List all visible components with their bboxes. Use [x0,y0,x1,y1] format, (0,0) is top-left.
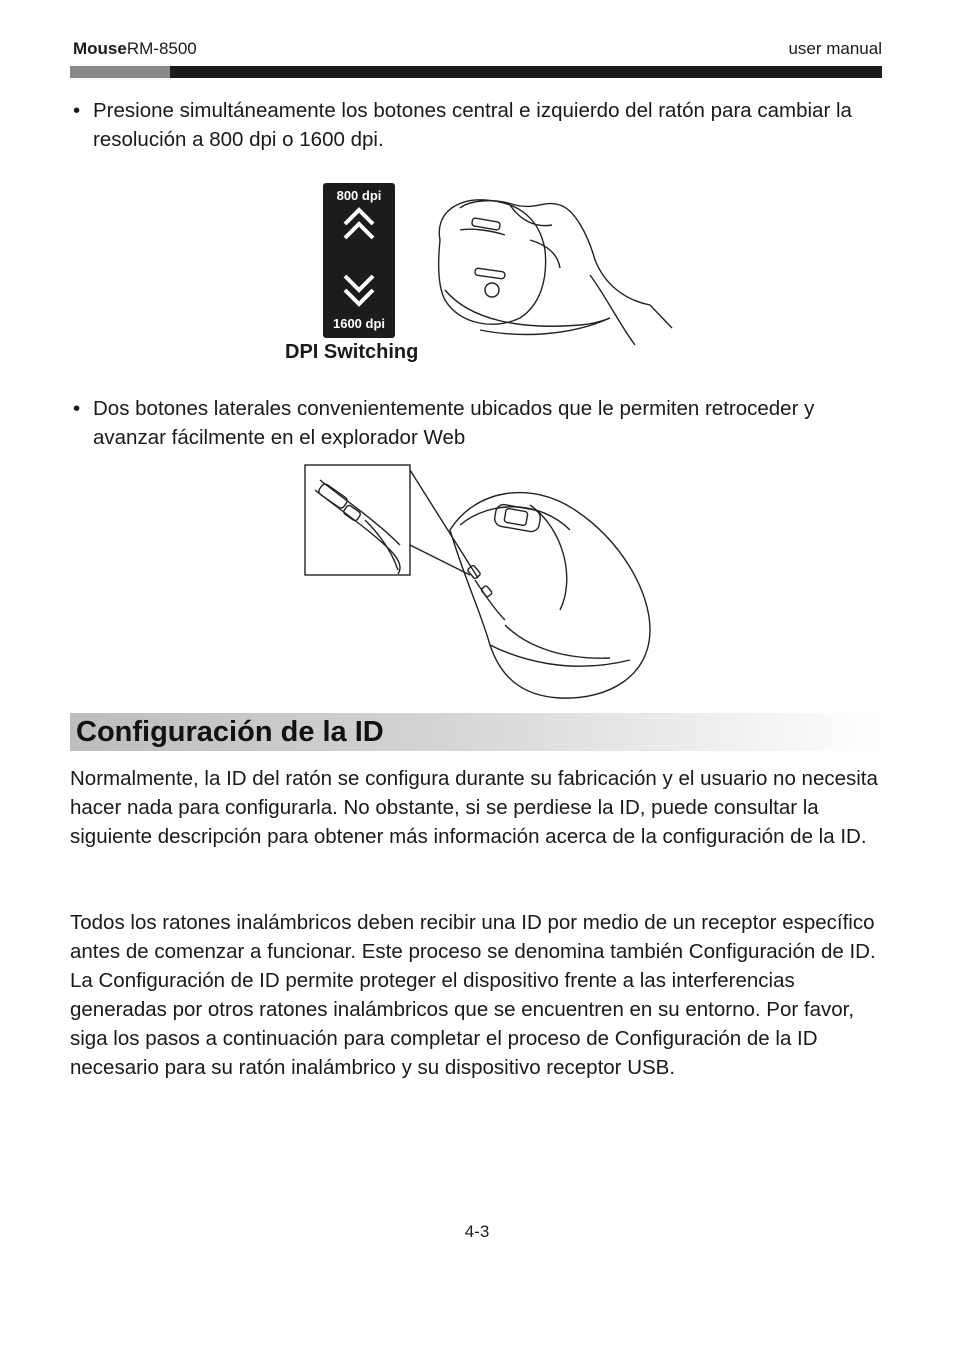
page-number: 4-3 [464,1222,490,1241]
header-title [73,39,197,59]
dpi-bottom-label: 1600 dpi [332,316,386,331]
header-rule [70,66,882,78]
section-title: Configuración de la ID [76,716,384,748]
inset-mouse-edge [315,490,400,574]
bullet-text: Presione simultáneamente los botones central e izquierdo del ratón para cambiar la resolución a 800 dpi o 1600 dpi. [93,99,852,151]
bullet-text: Dos botones laterales convenientemente ubicados que le permiten retroceder y avanzar fácilmente en el explorador Web [93,397,815,449]
dpi-indicator-panel [323,183,395,338]
paragraph-details: Todos los ratones inalámbricos deben recibir una ID por medio de un receptor específico antes de comenzar a funcionar. Este proceso se denomina también Configuración de ID. La Configuración de ID permite proteger el dispositivo frente a las interferencias generadas por otros ratones inalámbricos que se encuentren en su entorno. Por favor, siga los pasos a continuación para completar el proceso de Configuración de la ID necesario para su ratón inalámbrico y su dispositivo receptor USB. [70,911,876,1079]
bullet-symbol: • [73,397,81,420]
dpi-figure-caption: DPI Switching [285,341,419,363]
brand-name: Mouse [73,39,127,58]
dpi-top-label: 800 dpi [336,188,382,203]
model-name: RM-8500 [126,39,197,58]
bullet-dpi [73,96,863,154]
bullet-symbol: • [73,99,81,122]
mouse-body [450,493,650,699]
side-buttons-figure [300,460,660,705]
dpi-switching-figure [320,180,680,355]
scroll-wheel [504,508,528,526]
bullet-side-buttons [73,394,863,452]
header-rule-accent [70,66,170,78]
header-doc-type: user manual [788,39,882,58]
paragraph-intro: Normalmente, la ID del ratón se configura durante su fabricación y el usuario no necesita hacer nada para configurarla. No obstante, si se perdiese la ID, puede consultar la siguiente descripción para obtener más información acerca de la configuración de la ID. [70,767,878,848]
mouse-hand-illustration [439,200,672,345]
back-button-detail [317,482,348,509]
